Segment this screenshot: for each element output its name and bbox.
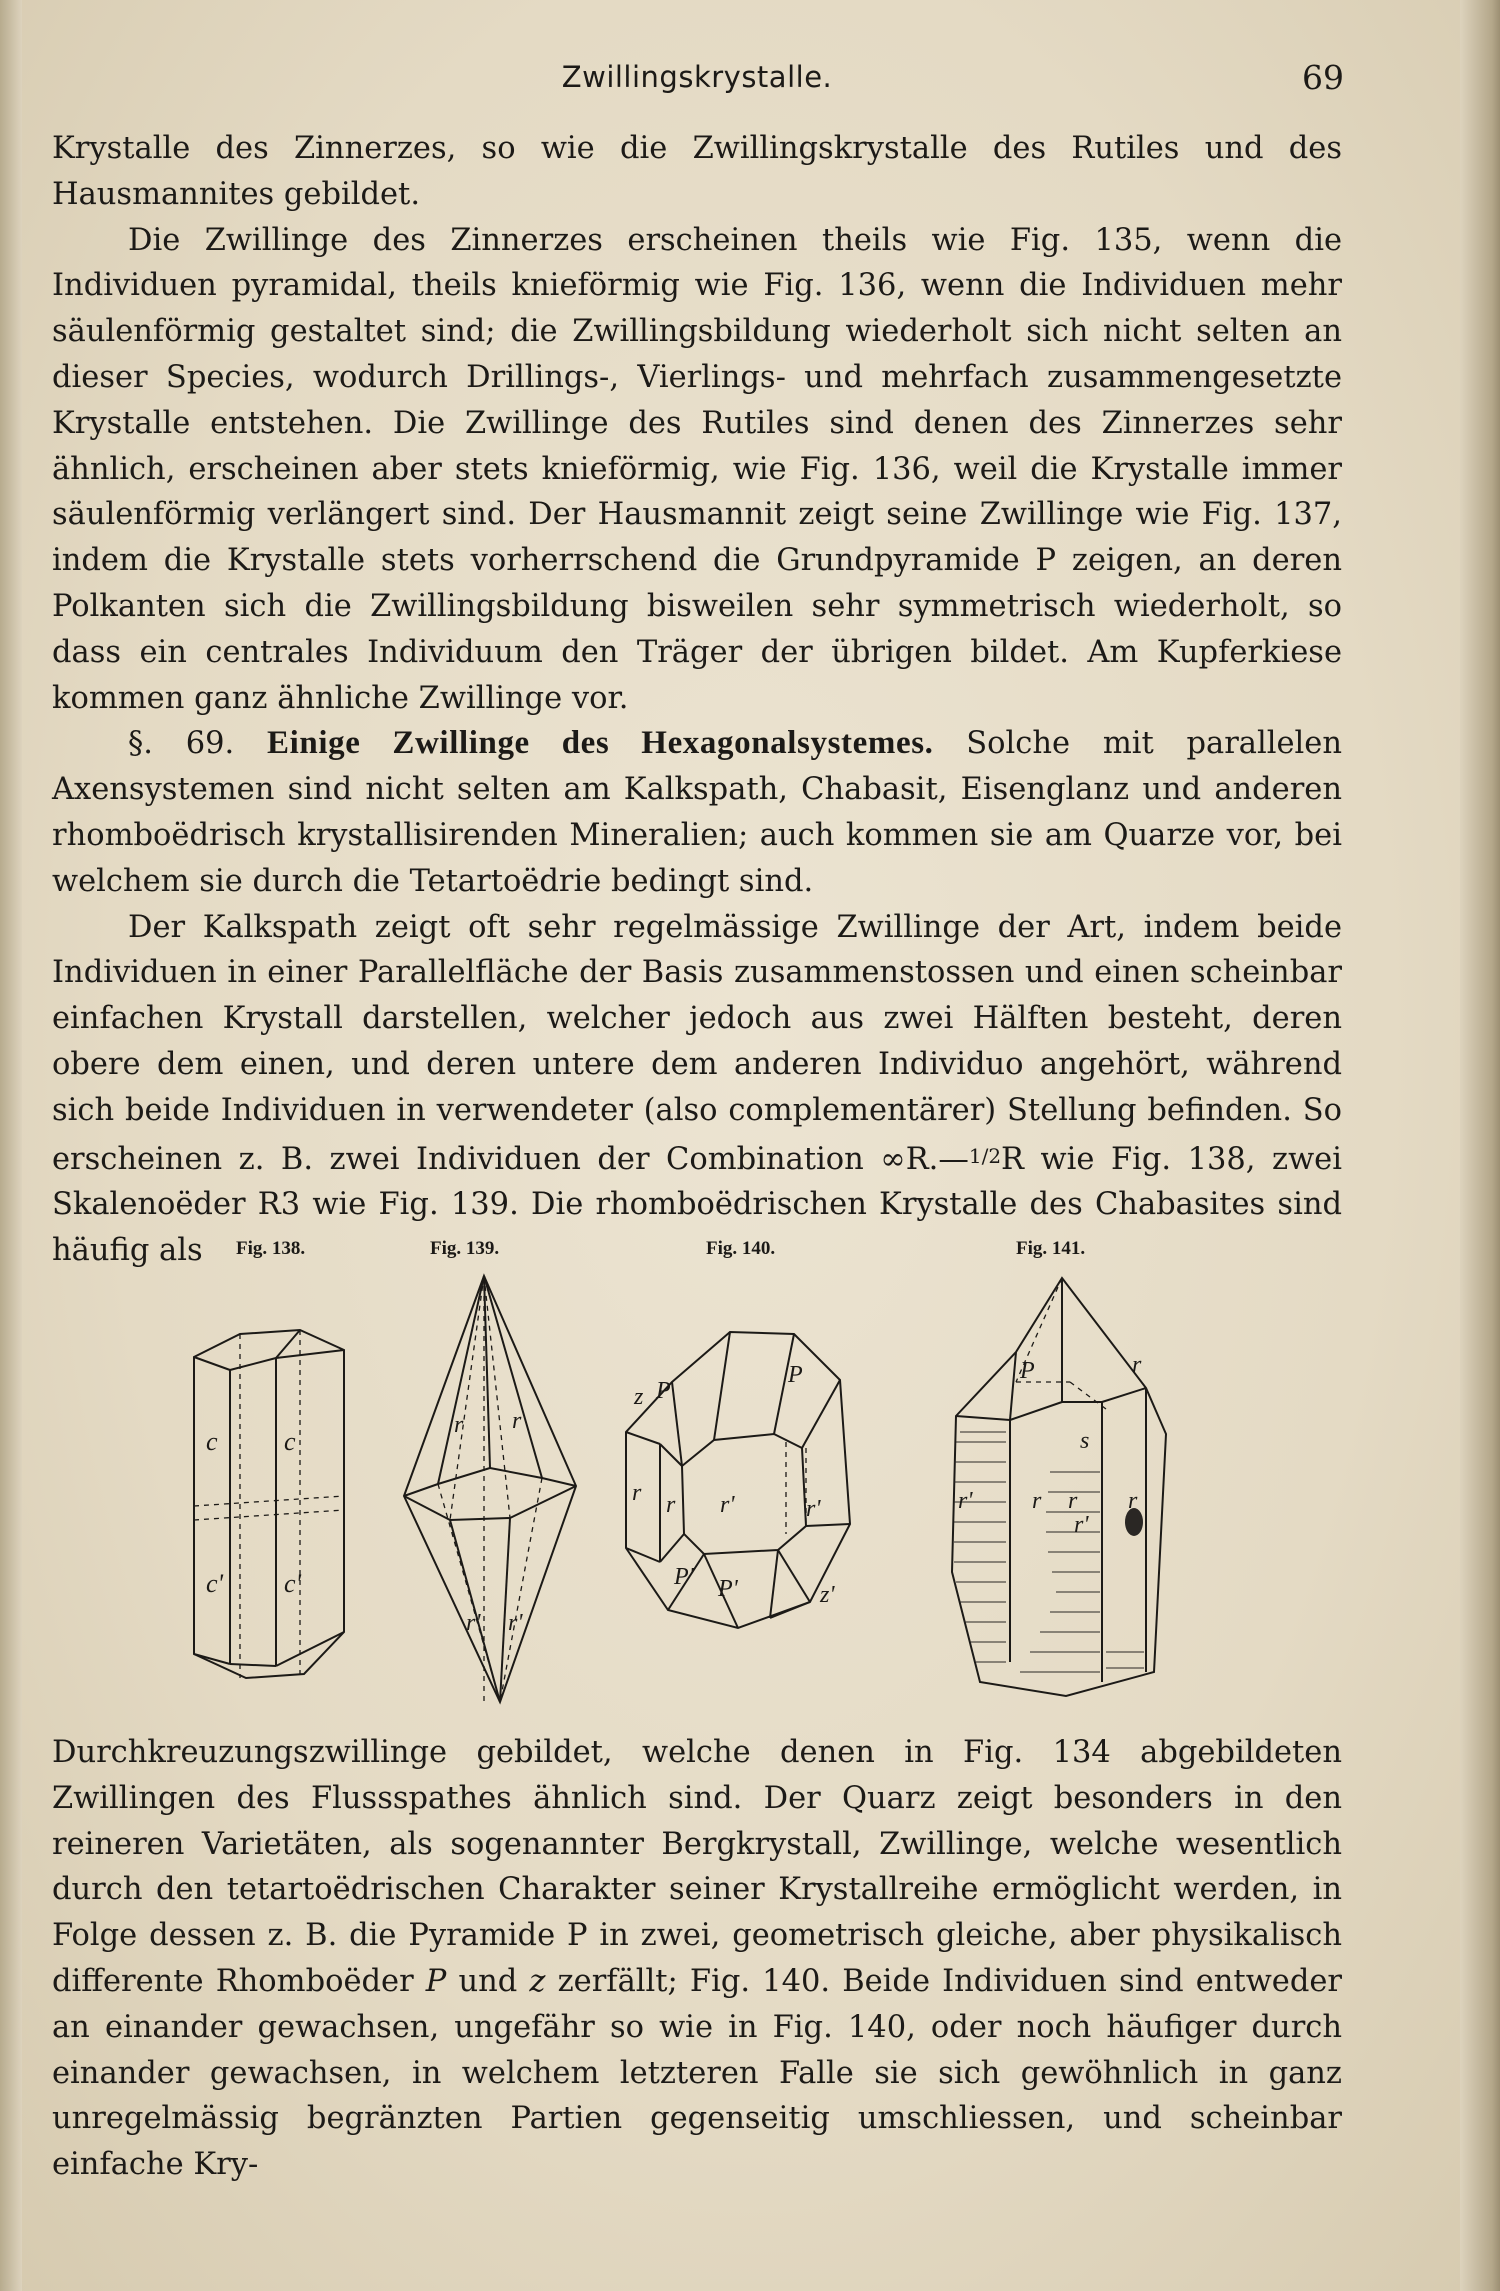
face-z-prime-bottom: z': [820, 1582, 835, 1608]
figure-138: [180, 1238, 380, 1708]
face-r-outer-left: r: [632, 1480, 642, 1506]
symbol-z: z: [529, 1963, 546, 1999]
paragraph-kalkspath: [52, 905, 1342, 1274]
face-P-prime-bottom: P': [718, 1576, 738, 1602]
running-head: Zwillingskrystalle.: [561, 60, 833, 94]
figure-141-drawing: [940, 1272, 1180, 1708]
face-r-center-left: r: [1032, 1488, 1042, 1514]
figure-139-drawing: [390, 1272, 600, 1708]
face-c-right: c: [284, 1427, 296, 1456]
bottom-text-mid: und: [446, 1963, 530, 1999]
face-P-left: P: [656, 1378, 671, 1404]
figure-label: Fig. 138.: [236, 1238, 306, 1259]
face-r-prime-right: r': [806, 1496, 821, 1522]
page-header: [52, 58, 1342, 108]
symbol-P: P: [425, 1963, 447, 1999]
figure-141: [940, 1238, 1180, 1708]
face-c-left: c: [206, 1427, 218, 1456]
face-r-prime-center: r': [720, 1492, 735, 1518]
kalkspath-text-1: Der Kalkspath zeigt oft sehr regelmässige Zwillinge der Art, indem beide Individuen in einer Parallelfläche der Basis zusammenstossen und einen scheinbar einfachen Krystall darstellen, welcher jedoch aus zwei Hälften besteht, deren obere dem einen, und deren untere dem anderen Individuo angehört, während sich beide Individuen in verwendeter (also complementärer) Stellung befinden. So erscheinen z. B. zwei Individuen der Combination ∞R.—: [52, 909, 1342, 1177]
face-c-prime-right: c': [284, 1569, 302, 1598]
paragraph-zinnerz: Die Zwillinge des Zinnerzes erscheinen theils wie Fig. 135, wenn die Individuen pyramidal, theils knieförmig wie Fig. 136, wenn die Individuen mehr säulenförmig gestaltet sind; die Zwillingsbildung wiederholt sich nicht selten an dieser Species, wodurch Drillings-, Vierlings- und mehrfach zusammengesetzte Krystalle entstehen. Die Zwillinge des Rutiles sind denen des Zinnerzes sehr ähnlich, erscheinen aber stets knieförmig, wie Fig. 136, weil die Krystalle immer säulenförmig verlängert sind. Der Hausmannit zeigt seine Zwillinge wie Fig. 137, indem die Krystalle stets vorherrschend die Grundpyramide P zeigen, an deren Polkanten sich die Zwillingsbildung bisweilen sehr symmetrisch wiederholt, so dass ein centrales Individuum den Träger der übrigen bildet. Am Kupferkiese kommen ganz ähnliche Zwillinge vor.: [52, 222, 1342, 716]
face-P-right: P: [788, 1362, 803, 1388]
text-block-bottom: [52, 1730, 1342, 2188]
face-r-top-right: r: [1132, 1352, 1142, 1378]
figure-label: Fig. 140.: [706, 1238, 776, 1259]
section-69-paragraph: [52, 721, 1342, 904]
bottom-text-2: zerfällt; Fig. 140. Beide Individuen sind entweder an einander gewachsen, ungefähr so wie in Fig. 140, oder noch häufiger durch einander gewachsen, in welchem letzteren Falle sie sich gewöhnlich in ganz unregelmässig begränzten Partien gegenseitig umschliessen, und scheinbar einfache Kry-: [52, 1963, 1342, 2183]
face-r-right: r: [512, 1408, 522, 1434]
figure-label: Fig. 139.: [430, 1238, 500, 1259]
page-shadow-left: [0, 0, 22, 2291]
figure-140: [610, 1238, 860, 1708]
face-r-center-right: r: [1068, 1488, 1078, 1514]
paragraph-chabasit-quarz: [52, 1730, 1342, 2188]
section-heading: Einige Zwillinge des Hexagonalsystemes.: [267, 725, 934, 762]
bottom-text-1: Durchkreuzungszwillinge gebildet, welche denen in Fig. 134 abgebildeten Zwillingen des Flussspathes ähnlich sind. Der Quarz zeigt besonders in den reineren Varietäten, als sogenannter Bergkrystall, Zwillinge, welche wesentlich durch den tetartoëdrischen Charakter seiner Krystallreihe ermöglicht werden, in Folge dessen z. B. die Pyramide P in zwei, geometrisch gleiche, aber physikalisch differente Rhomboëder: [52, 1735, 1342, 1999]
face-s: s: [1080, 1428, 1090, 1454]
face-r-right: r: [1128, 1488, 1138, 1514]
face-P-prime-left: P': [674, 1564, 694, 1590]
figure-label: Fig. 141.: [1016, 1238, 1086, 1259]
face-r-prime-inner: r': [1074, 1512, 1089, 1538]
figure-139: [390, 1238, 600, 1708]
section-number: §. 69.: [128, 726, 235, 762]
face-z-left: z: [634, 1384, 644, 1410]
face-P-top: P: [1020, 1358, 1035, 1384]
kalkspath-text-2: R wie Fig. 138, zwei Skalenoëder R3 wie Fig. 139. Die rhomboëdrischen Krystalle des Chabasites sind häufig als: [52, 1141, 1342, 1269]
face-r-prime-right: r': [508, 1610, 523, 1636]
face-r-left: r: [454, 1412, 464, 1438]
fraction-one-half: 1/2: [968, 1143, 1002, 1168]
face-r-prime-left: r': [958, 1488, 973, 1514]
figure-140-drawing: [610, 1272, 860, 1708]
figure-138-drawing: [180, 1272, 380, 1708]
text-block-top: [52, 126, 1342, 1274]
page-edge-right: [1460, 0, 1500, 2291]
face-r-prime-left: r': [466, 1610, 481, 1636]
paragraph-continuation: Krystalle des Zinnerzes, so wie die Zwillingskrystalle des Rutiles und des Hausmannites gebildet.: [52, 131, 1342, 212]
page-number: 69: [1302, 58, 1344, 97]
face-r-inner-left: r: [666, 1492, 676, 1518]
face-c-prime-left: c': [206, 1569, 224, 1598]
figures-row: [180, 1238, 1240, 1708]
section-text: Solche mit parallelen Axensystemen sind nicht selten am Kalkspath, Chabasit, Eisenglanz und anderen rhomboëdrisch krystallisirenden Mineralien; auch kommen sie am Quarze vor, bei welchem sie durch die Tetartoëdrie bedingt sind.: [52, 726, 1343, 899]
